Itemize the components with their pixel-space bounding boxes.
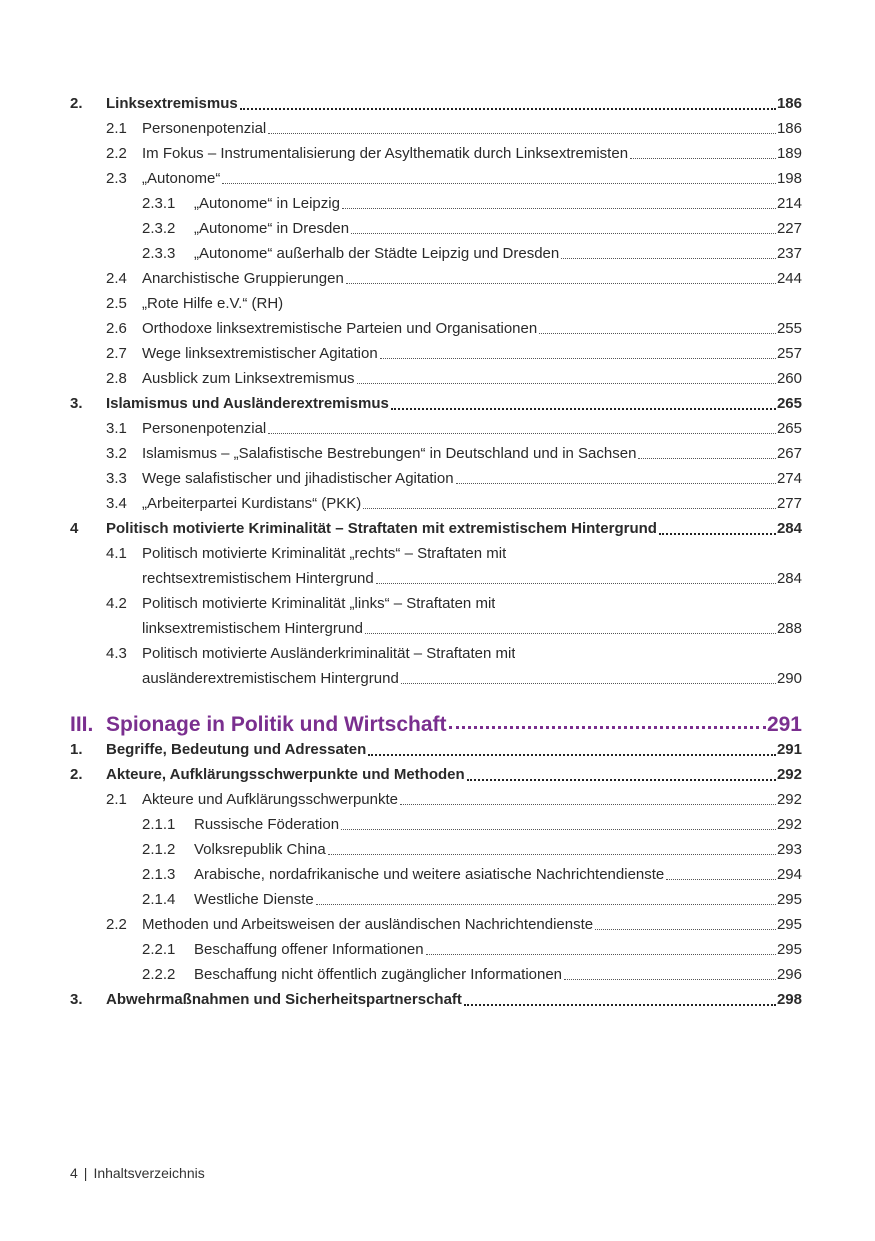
toc-entry[interactable] (70, 315, 802, 340)
toc-entry[interactable] (70, 290, 802, 315)
toc-entry[interactable] (70, 415, 802, 440)
dot-leader (368, 754, 776, 756)
toc-entry-title: Beschaffung offener Informationen (194, 941, 424, 958)
toc-entry-number: 2.3.3 (142, 245, 176, 262)
toc-entry-title: Islamismus – „Salafistische Bestrebungen“ in Deutschland und in Sachsen (142, 445, 637, 462)
dot-leader (630, 158, 776, 159)
toc-entry-title: „Arbeiterpartei Kurdistans“ (PKK) (142, 495, 362, 512)
toc-entry-page: 227 (776, 220, 802, 237)
toc-entry-title: Linksextremismus (106, 95, 238, 112)
toc-entry-title: Wege linksextremistischer Agitation (142, 345, 378, 362)
toc-entry-title: rechtsextremistischem Hintergrund (142, 570, 374, 587)
toc-entry[interactable] (70, 886, 802, 911)
toc-entry-page: 292 (776, 766, 802, 783)
toc-entry-title: Anarchistische Gruppierungen (142, 270, 344, 287)
toc-entry-number: 2.1.2 (142, 841, 176, 858)
toc-entry-title: ausländerextremistischem Hintergrund (142, 670, 399, 687)
toc-entry-number: 4.1 (106, 545, 127, 562)
dot-leader (341, 829, 776, 830)
toc-entry[interactable] (70, 140, 802, 165)
toc-entry-title: „Rote Hilfe e.V.“ (RH) (142, 295, 284, 312)
toc-entry-title: „Autonome“ in Leipzig (194, 195, 340, 212)
toc-entry-number: 3.1 (106, 420, 127, 437)
dot-leader (365, 633, 776, 634)
dot-leader (456, 483, 776, 484)
dot-leader (401, 683, 776, 684)
toc-entry[interactable] (70, 265, 802, 290)
dot-leader (222, 183, 776, 184)
dot-leader (561, 258, 776, 259)
toc-entry-title: Akteure, Aufklärungsschwerpunkte und Methoden (106, 766, 465, 783)
dot-leader (564, 979, 776, 980)
dot-leader (638, 458, 776, 459)
toc-entry-page: 237 (776, 245, 802, 262)
section-gap (70, 690, 802, 702)
toc-entry-page: 290 (776, 670, 802, 687)
toc-entry-number: 2. (70, 766, 83, 783)
toc-entry[interactable] (70, 786, 802, 811)
dot-leader (346, 283, 776, 284)
toc-entry-page: 267 (776, 445, 802, 462)
toc-entry-page: 298 (776, 991, 802, 1008)
toc-entry[interactable] (70, 90, 802, 115)
toc-entry-page: 186 (776, 95, 802, 112)
toc-entry-title: Politisch motivierte Kriminalität „rechts“ – Straftaten mit (142, 545, 507, 562)
toc-entry[interactable] (70, 736, 802, 761)
toc-entry-title: „Autonome“ in Dresden (194, 220, 350, 237)
dot-leader (240, 108, 776, 110)
dot-leader (342, 208, 776, 209)
toc-entry-number: 2.1.1 (142, 816, 176, 833)
dot-leader (659, 533, 776, 535)
toc-entry-number: 3. (70, 991, 83, 1008)
toc-entry-title: Arabische, nordafrikanische und weitere asiatische Nachrichtendienste (194, 866, 665, 883)
dot-leader (351, 233, 776, 234)
dot-leader (268, 433, 776, 434)
toc-entry[interactable] (70, 165, 802, 190)
toc-entry-title: Politisch motivierte Kriminalität „links“ – Straftaten mit (142, 595, 496, 612)
dot-leader (467, 779, 776, 781)
dot-leader (595, 929, 776, 930)
dot-leader (268, 133, 776, 134)
toc-entry-title: Volksrepublik China (194, 841, 326, 858)
toc-entry-number: 2.1 (106, 120, 127, 137)
footer-separator: | (83, 1165, 88, 1181)
toc-entry-number: 2.1.4 (142, 891, 176, 908)
toc-entry[interactable] (70, 936, 802, 961)
toc-entry-number: 3.2 (106, 445, 127, 462)
toc-entry[interactable] (70, 115, 802, 140)
toc-entry-page: 189 (776, 145, 802, 162)
toc-entry-page: 292 (776, 791, 802, 808)
toc-entry-page: 288 (776, 620, 802, 637)
toc-entry-page: 291 (766, 713, 802, 736)
toc-entry[interactable] (70, 565, 802, 590)
toc-entry[interactable] (70, 390, 802, 415)
toc-entry-number: 2.2.2 (142, 966, 176, 983)
toc-entry-page: 265 (776, 420, 802, 437)
toc-entry-title: Beschaffung nicht öffentlich zugänglicher Informationen (194, 966, 563, 983)
toc-entry-page: 295 (776, 891, 802, 908)
toc-entry[interactable] (70, 911, 802, 936)
toc-entry-number: 2.3.2 (142, 220, 176, 237)
dot-leader (464, 1004, 776, 1006)
toc-entry-number: 2.5 (106, 295, 127, 312)
dot-leader (316, 904, 776, 905)
toc-entry-number: 3. (70, 395, 83, 412)
dot-leader (357, 383, 776, 384)
toc-entry[interactable] (70, 240, 802, 265)
toc-entry-title: Abwehrmaßnahmen und Sicherheitspartnerschaft (106, 991, 462, 1008)
toc-entry[interactable] (70, 215, 802, 240)
dot-leader (391, 408, 776, 410)
dot-leader (363, 508, 776, 509)
toc-entry-page: 284 (776, 570, 802, 587)
toc-entry-number: 4 (70, 520, 79, 537)
toc-entry-number: 2.3 (106, 170, 127, 187)
dot-leader (449, 726, 766, 729)
toc-entry-title: „Autonome“ außerhalb der Städte Leipzig und Dresden (194, 245, 560, 262)
toc-entry-number: 4.2 (106, 595, 127, 612)
toc-entry-page: 257 (776, 345, 802, 362)
toc-entry-page: 294 (776, 866, 802, 883)
toc-entry-title: Politisch motivierte Ausländerkriminalität – Straftaten mit (142, 645, 516, 662)
toc-entry-number: 2.1.3 (142, 866, 176, 883)
toc-entry[interactable] (70, 811, 802, 836)
toc-entry-page: 214 (776, 195, 802, 212)
dot-leader (328, 854, 776, 855)
toc-entry-page: 265 (776, 395, 802, 412)
toc-entry-title: linksextremistischem Hintergrund (142, 620, 363, 637)
toc-entry-title: Personenpotenzial (142, 420, 267, 437)
toc-entry-title: Ausblick zum Linksextremismus (142, 370, 355, 387)
toc-entry[interactable] (70, 861, 802, 886)
toc-entry-number: 3.4 (106, 495, 127, 512)
toc-entry-title: Islamismus und Ausländerextremismus (106, 395, 389, 412)
toc-entry[interactable] (70, 761, 802, 786)
toc-entry-number: 2.3.1 (142, 195, 176, 212)
toc-entry-number: 2.2 (106, 916, 127, 933)
toc-entry-number: 3.3 (106, 470, 127, 487)
toc-entry-number: 2.4 (106, 270, 127, 287)
toc-entry-title: Begriffe, Bedeutung und Adressaten (106, 741, 367, 758)
toc-entry-page: 293 (776, 841, 802, 858)
page-footer (70, 1165, 205, 1181)
toc-entry-title: Russische Föderation (194, 816, 340, 833)
footer-label: Inhaltsverzeichnis (93, 1165, 205, 1181)
toc-entry[interactable] (70, 640, 802, 665)
toc-entry[interactable] (70, 986, 802, 1011)
toc-entry[interactable] (70, 615, 802, 640)
toc-entry[interactable] (70, 490, 802, 515)
toc-entry-page: 292 (776, 816, 802, 833)
dot-leader (400, 804, 776, 805)
toc-entry-page: 244 (776, 270, 802, 287)
toc-entry-page: 296 (776, 966, 802, 983)
toc-entry-page: 274 (776, 470, 802, 487)
toc-entry[interactable] (70, 836, 802, 861)
toc-entry-title: Westliche Dienste (194, 891, 314, 908)
toc-entry-title: Politisch motivierte Kriminalität – Straftaten mit extremistischem Hintergrund (106, 520, 657, 537)
dot-leader (376, 583, 776, 584)
toc-entry-number: 2.2 (106, 145, 127, 162)
toc-entry-page: 198 (776, 170, 802, 187)
toc-entry-title: „Autonome“ (142, 170, 221, 187)
toc-entry[interactable] (70, 440, 802, 465)
footer-page-number: 4 (70, 1165, 78, 1181)
toc-entry[interactable] (70, 540, 802, 565)
toc-entry-number: III. (70, 713, 94, 736)
toc-entry-number: 2.6 (106, 320, 127, 337)
dot-leader (380, 358, 776, 359)
toc-entry-page: 260 (776, 370, 802, 387)
toc-entry[interactable] (70, 515, 802, 540)
toc-entry-number: 4.3 (106, 645, 127, 662)
toc-entry-title: Akteure und Aufklärungsschwerpunkte (142, 791, 398, 808)
toc-entry-title: Personenpotenzial (142, 120, 267, 137)
toc-entry-number: 2.2.1 (142, 941, 176, 958)
dot-leader (666, 879, 776, 880)
toc-entry-page: 291 (776, 741, 802, 758)
toc-entry-title: Orthodoxe linksextremistische Parteien und Organisationen (142, 320, 538, 337)
table-of-contents (70, 90, 802, 1011)
toc-entry-number: 2.8 (106, 370, 127, 387)
toc-part-heading[interactable] (70, 702, 802, 736)
toc-entry-page: 277 (776, 495, 802, 512)
toc-entry[interactable] (70, 190, 802, 215)
toc-entry-title: Methoden und Arbeitsweisen der ausländischen Nachrichtendienste (142, 916, 594, 933)
toc-entry-number: 2.7 (106, 345, 127, 362)
dot-leader (426, 954, 776, 955)
toc-entry-number: 2. (70, 95, 83, 112)
toc-entry-page: 295 (776, 941, 802, 958)
toc-entry-number: 2.1 (106, 791, 127, 808)
toc-entry-page: 255 (776, 320, 802, 337)
toc-entry[interactable] (70, 665, 802, 690)
dot-leader (539, 333, 776, 334)
toc-entry[interactable] (70, 961, 802, 986)
toc-entry-number: 1. (70, 741, 83, 758)
toc-entry[interactable] (70, 340, 802, 365)
toc-entry-page: 295 (776, 916, 802, 933)
toc-entry-title: Wege salafistischer und jihadistischer Agitation (142, 470, 454, 487)
toc-entry-title: Spionage in Politik und Wirtschaft (106, 714, 447, 736)
toc-entry[interactable] (70, 590, 802, 615)
toc-entry-page: 186 (776, 120, 802, 137)
toc-entry-page: 284 (776, 520, 802, 537)
toc-entry-title: Im Fokus – Instrumentalisierung der Asylthematik durch Linksextremisten (142, 145, 629, 162)
toc-entry[interactable] (70, 365, 802, 390)
toc-entry[interactable] (70, 465, 802, 490)
